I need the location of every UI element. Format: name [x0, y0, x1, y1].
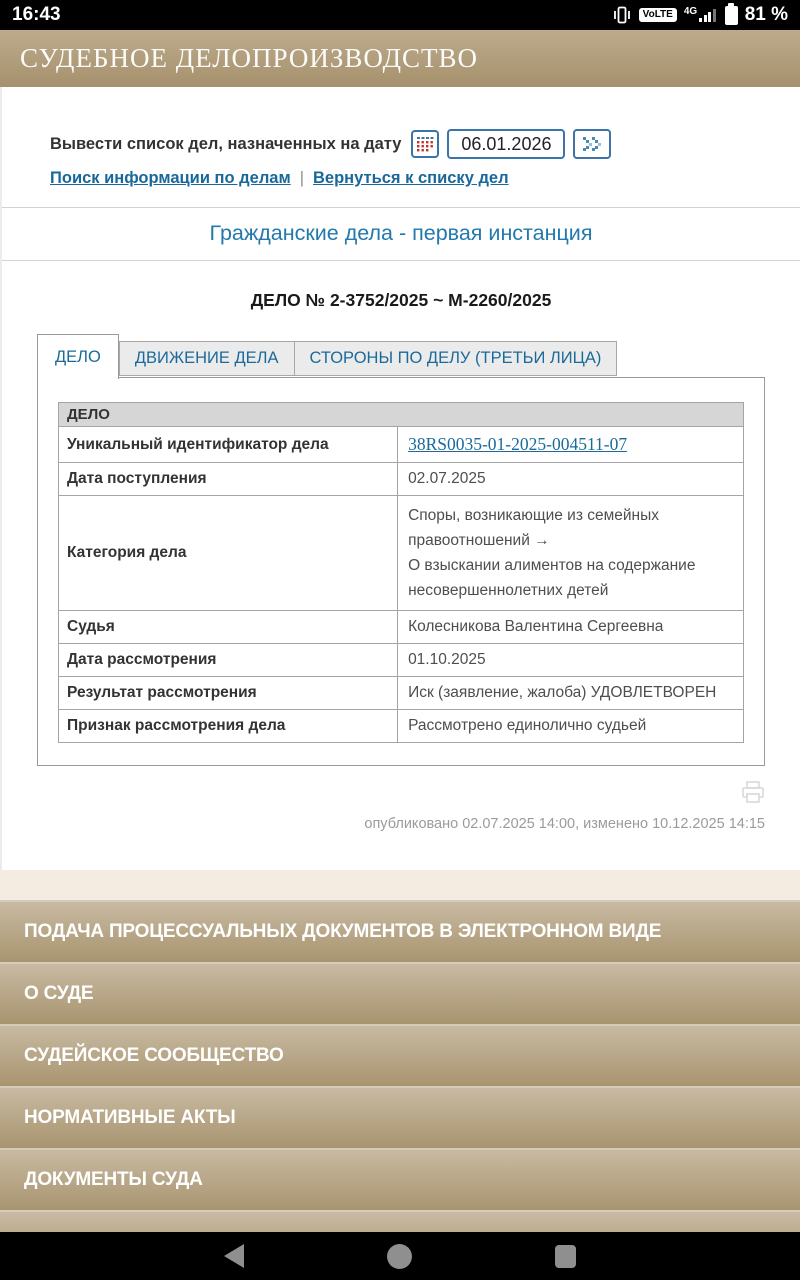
links-separator: |: [299, 169, 304, 187]
page-header: [0, 30, 800, 87]
date-filter-label: Вывести список дел, назначенных на дату: [50, 134, 402, 153]
tab-label: ДЕЛО: [55, 347, 101, 366]
menu-item-label: НОРМАТИВНЫЕ АКТЫ: [24, 1107, 236, 1128]
row-value: Рассмотрено единолично судьей: [398, 710, 744, 743]
calendar-button[interactable]: [411, 130, 439, 158]
menu-item-judicial-community[interactable]: [0, 1024, 800, 1086]
content-footer-band: [0, 870, 800, 900]
table-row: [59, 427, 744, 463]
menu-item-label: ДОКУМЕНТЫ СУДА: [24, 1169, 203, 1190]
table-header-row: [59, 403, 744, 427]
print-button[interactable]: [741, 780, 765, 804]
volte-badge: VoLTE: [639, 8, 677, 22]
row-label: Дата рассмотрения: [59, 644, 398, 677]
row-value: 01.10.2025: [398, 644, 744, 677]
row-value: [398, 496, 744, 611]
double-arrow-icon: [581, 136, 603, 152]
table-row: [59, 644, 744, 677]
site-menu: [0, 900, 800, 1272]
menu-item-about-court[interactable]: [0, 962, 800, 1024]
main-content: [0, 87, 800, 870]
case-tabs: [37, 334, 765, 377]
publication-info: опубликовано 02.07.2025 14:00, изменено 10.12.2025 14:15: [364, 816, 765, 832]
menu-item-normative-acts[interactable]: [0, 1086, 800, 1148]
tab-case[interactable]: [37, 334, 119, 379]
tab-case-movement[interactable]: [119, 341, 295, 376]
status-time: 16:43: [12, 4, 61, 25]
case-details-table: [58, 402, 744, 743]
category-line-1: Споры, возникающие из семейных правоотношений →: [408, 507, 660, 549]
table-row: [59, 496, 744, 611]
show-list-button[interactable]: [573, 129, 611, 159]
menu-item-court-documents[interactable]: [0, 1148, 800, 1210]
page-title: СУДЕБНОЕ ДЕЛОПРОИЗВОДСТВО: [20, 43, 479, 73]
row-label: Категория дела: [59, 496, 398, 611]
calendar-icon: [415, 134, 435, 154]
signal-strength-icon: [684, 8, 716, 22]
nav-back-button[interactable]: [224, 1244, 244, 1268]
row-value: Колесникова Валентина Сергеевна: [398, 611, 744, 644]
category-line-2: О взыскании алиментов на содержание несовершеннолетних детей: [408, 557, 696, 599]
battery-icon: [725, 6, 738, 25]
menu-item-label: ПОДАЧА ПРОЦЕССУАЛЬНЫХ ДОКУМЕНТОВ В ЭЛЕКТРОННОМ ВИДЕ: [24, 921, 662, 942]
battery-percent: 81 %: [744, 4, 788, 25]
nav-home-button[interactable]: [387, 1244, 412, 1269]
case-number: ДЕЛО № 2-3752/2025 ~ М-2260/2025: [250, 290, 552, 310]
nav-recents-button[interactable]: [555, 1245, 576, 1268]
tab-label: ДВИЖЕНИЕ ДЕЛА: [134, 349, 279, 367]
case-uid-link[interactable]: 38RS0035-01-2025-004511-07: [408, 434, 628, 454]
row-label: Результат рассмотрения: [59, 677, 398, 710]
row-label: Дата поступления: [59, 463, 398, 496]
printer-icon: [741, 780, 765, 804]
vibrate-icon: [612, 5, 632, 25]
row-value: 02.07.2025: [398, 463, 744, 496]
back-to-list-link[interactable]: Вернуться к списку дел: [313, 169, 509, 187]
case-tab-panel: [37, 377, 765, 766]
table-row: [59, 710, 744, 743]
divider: [2, 260, 800, 261]
date-input[interactable]: [447, 129, 565, 159]
menu-item-label: СУДЕЙСКОЕ СООБЩЕСТВО: [24, 1045, 284, 1066]
table-row: [59, 463, 744, 496]
section-title: Гражданские дела - первая инстанция: [209, 221, 593, 245]
search-cases-link[interactable]: Поиск информации по делам: [50, 169, 291, 187]
date-filter-row: [50, 129, 800, 159]
android-nav-bar: [0, 1232, 800, 1280]
case-links-row: [50, 169, 800, 188]
menu-item-electronic-filing[interactable]: [0, 900, 800, 962]
row-label: Судья: [59, 611, 398, 644]
android-status-bar: [0, 0, 800, 30]
tab-label: СТОРОНЫ ПО ДЕЛУ (ТРЕТЬИ ЛИЦА): [309, 349, 602, 367]
table-group-header: ДЕЛО: [59, 403, 744, 427]
table-row: [59, 611, 744, 644]
tab-parties[interactable]: [295, 341, 618, 376]
row-value: Иск (заявление, жалоба) УДОВЛЕТВОРЕН: [398, 677, 744, 710]
row-label: Уникальный идентификатор дела: [59, 427, 398, 463]
row-label: Признак рассмотрения дела: [59, 710, 398, 743]
table-row: [59, 677, 744, 710]
menu-item-label: О СУДЕ: [24, 983, 94, 1004]
network-type-label: 4G: [683, 6, 698, 17]
back-triangle-icon: [224, 1244, 244, 1268]
